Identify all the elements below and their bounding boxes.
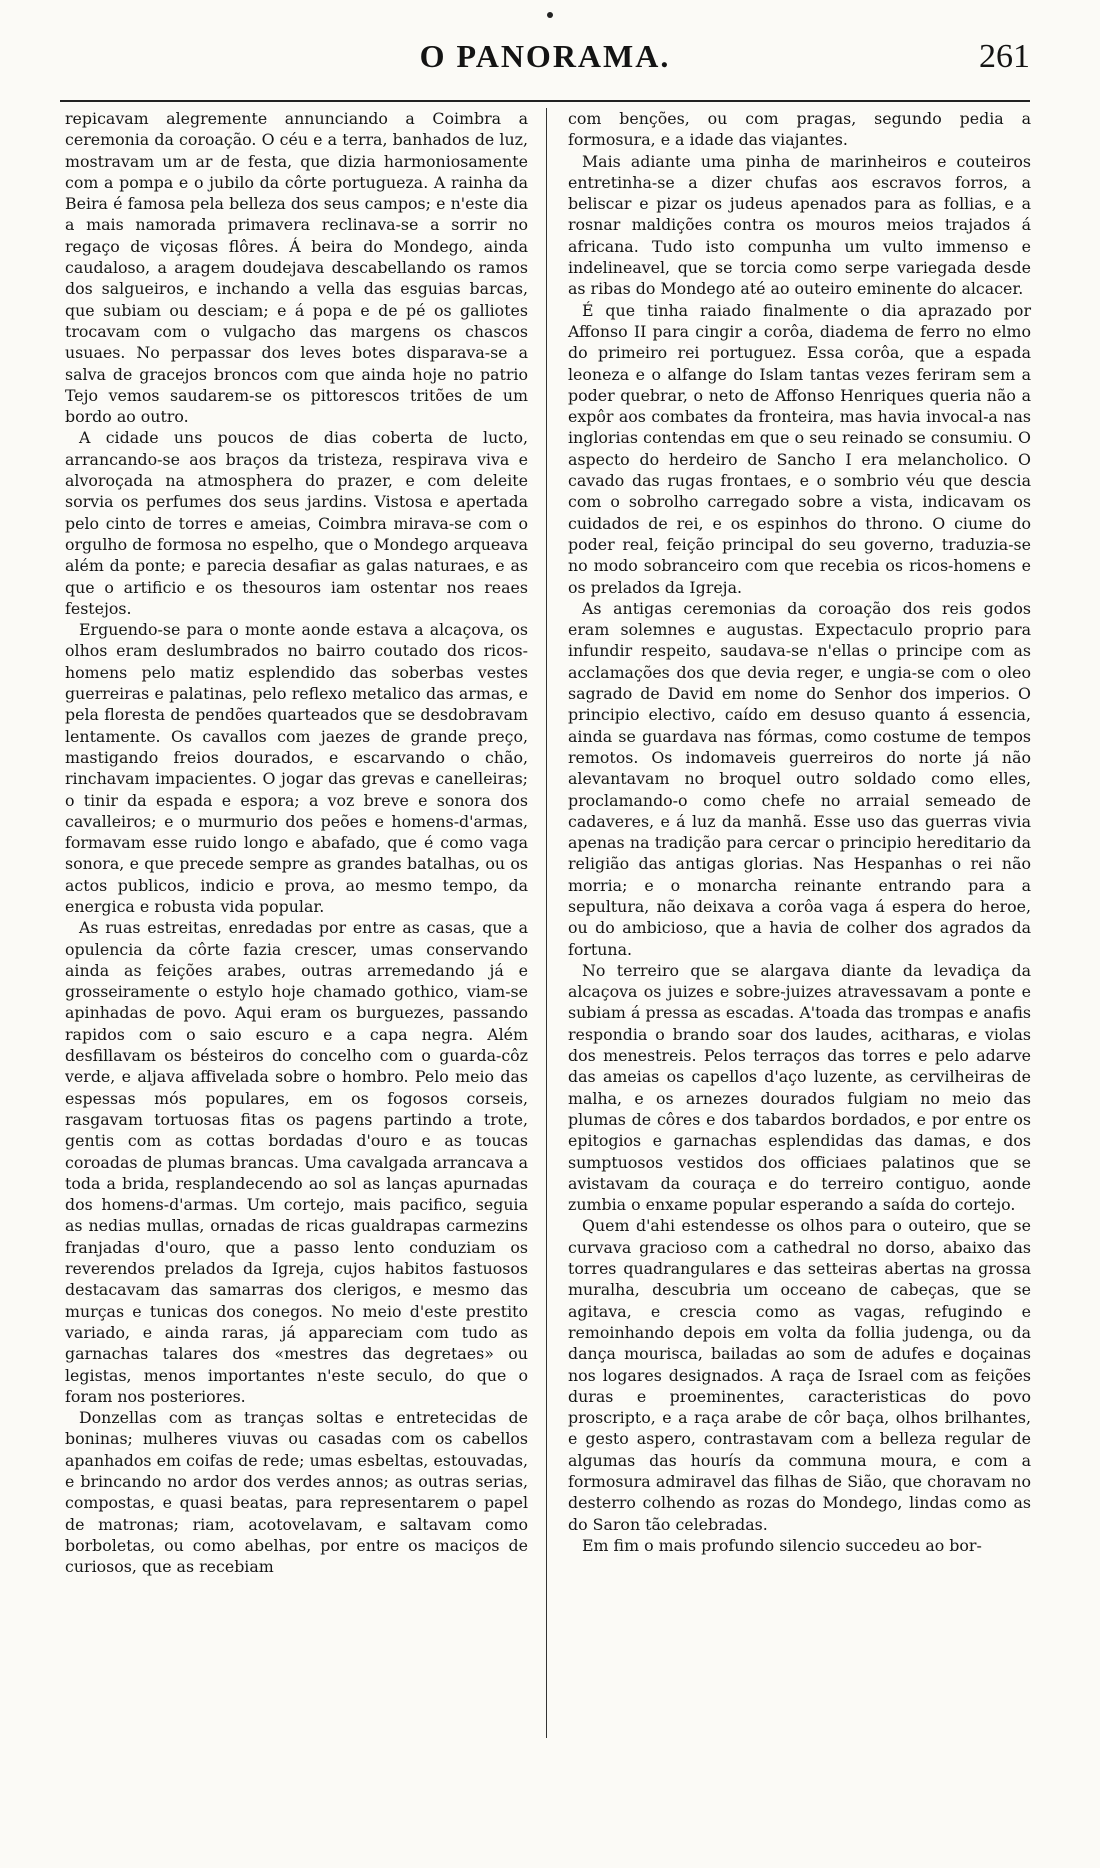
paragraph: As ruas estreitas, enredadas por entre as casas, que a opulencia da côrte fazia crescer, umas conservando ainda as feições arabes, outras arremedando já e grosseiramente o estylo hoje chamado gothico, viam-se apinhadas de povo. Aqui eram os burguezes, passando rapidos com o saio escuro e a capa negra. Além desfillavam os bésteiros do concelho com o guarda-côz verde, e aljava affivelada sobre o hombro. Pelo meio das espessas mós populares, em os fogosos corseis, rasgavam tortuosas fitas os pagens partindo a trote, gentis com as cottas bordadas d'ouro e as toucas coroadas de plumas brancas. Uma cavalgada arrancava a toda a brida, resplandecendo ao sol as lanças apurnadas dos homens-d'armas. Um cortejo, mais pacifico, seguia as nedias mullas, ornadas de ricas gualdrapas carmezins franjadas d'ouro, que a passo lento conduziam os reverendos prelados da Igreja, cujos habitos fastuosos destacavam das samarras dos clerigos, e mesmo das murças e tunicas dos conegos. No meio d'este prestito variado, e ainda raras, já appareciam com tudo as garnachas talares dos «mestres das degretaes» ou legistas, menos importantes n'este seculo, do que o foram nos posteriores.	[65, 918, 528, 1406]
ornament-dot	[547, 12, 553, 18]
paragraph: com benções, ou com pragas, segundo pedia a formosura, e a idade das viajantes.	[568, 109, 1031, 150]
paragraph: As antigas ceremonias da coroação dos reis godos eram solemnes e augustas. Expectaculo proprio para infundir respeito, saudava-se n'ellas o principe com as acclamações dos que devia reger, e ungia-se com o oleo sagrado de David em nome do Senhor dos imperios. O principio electivo, caído em desuso quanto á essencia, ainda se guardava nas fórmas, como costume de tempos remotos. Os indomaveis guerreiros do norte já não alevantavam no broquel outro soldado como elles, proclamando-o como chefe no arraial semeado de cadaveres, e á luz da manhã. Esse uso das guerras vivia apenas na tradição para cercar o principio hereditario da religião das antigas glorias. Nas Hespanhas o rei não morria; e o monarcha reinante entrando para a sepultura, não deixava a corôa vaga á espera do heroe, ou do ambicioso, que a havia de colher dos agrados da fortuna.	[568, 598, 1031, 959]
column-divider	[546, 108, 547, 1738]
header-rule	[60, 100, 1030, 102]
paragraph: A cidade uns poucos de dias coberta de lucto, arrancando-se aos braços da tristeza, respirava viva e alvoroçada na atmosphera do prazer, e com deleite sorvia os perfumes dos seus jardins. Vistosa e apertada pelo cinto de torres e ameias, Coimbra mirava-se com o orgulho de formosa no espelho, que o Mondego arqueava além da ponte; e parecia desafiar as galas naturaes, e as que o artificio e os thesouros iam ostentar nos reaes festejos.	[65, 428, 528, 618]
paragraph: Em fim o mais profundo silencio succedeu ao bor-	[582, 1535, 982, 1555]
paragraph: repicavam alegremente annunciando a Coimbra a ceremonia da coroação. O céu e a terra, banhados de luz, mostravam um ar de festa, que dizia harmoniosamente com a pompa e o jubilo da côrte portugueza. A rainha da Beira é famosa pela belleza dos seus campos; e n'este dia a mais namorada primavera reclinava-se a sorrir no regaço de viçosas flôres. Á beira do Mondego, ainda caudaloso, a aragem doudejava descabellando os ramos dos salgueiros, e inchando a vella das esguias barcas, que subiam ou desciam; e á popa e de pé os galliotes trocavam com o vulgacho das margens os chascos usuaes. No perpassar dos leves botes disparava-se a salva de gracejos broncos com que ainda hoje no patrio Tejo vemos saudarem-se os pittorescos tritões de um bordo ao outro.	[65, 109, 528, 427]
left-column	[65, 108, 528, 1577]
page-number: 261	[979, 38, 1030, 75]
paragraph: Quem d'ahi estendesse os olhos para o outeiro, que se curvava gracioso com a cathedral no dorso, abaixo das torres quadrangulares e das setteiras abertas na grossa muralha, descubria um occeano de cabeças, que se agitava, e crescia como as vagas, refugindo e remoinhando depois em volta da follia judenga, ou da dança mourisca, bailadas ao som de adufes e doçainas nos logares designados. A raça de Israel com as feições duras e proeminentes, caracteristicas do povo proscripto, e a raça arabe de côr baça, olhos brilhantes, e gesto aspero, contrastavam com a belleza regular de algumas das hourís da communa moura, e com a formosura admiravel das filhas de Sião, que choravam no desterro colhendo as rozas do Mondego, lindas como as do Saron tão celebradas.	[568, 1216, 1031, 1534]
page-title: O PANORAMA.	[419, 38, 671, 74]
right-column	[568, 108, 1031, 1556]
page-header	[60, 38, 1030, 88]
paragraph: Mais adiante uma pinha de marinheiros e couteiros entretinha-se a dizer chufas aos escravos forros, a beliscar e pizar os judeus apenados para as follias, e a rosnar maldições contra os mouros meios trajados á africana. Tudo isto compunha um vulto immenso e indelineavel, que se torcia como serpe variegada desde as ribas do Mondego até ao outeiro eminente do alcacer.	[568, 151, 1031, 299]
paragraph: É que tinha raiado finalmente o dia aprazado por Affonso II para cingir a corôa, diadema de ferro no elmo do primeiro rei portuguez. Essa corôa, que a espada leoneza e o alfange do Islam tantas vezes feriram sem a poder quebrar, o neto de Affonso Henriques queria não a expôr aos combates da fronteira, mas havia invocal-a nas inglorias contendas em que o seu reinado se consumiu. O aspecto do herdeiro de Sancho I era melancholico. O cavado das rugas frontaes, e o sombrio véu que descia com o sobrolho carregado sobre a vista, indicavam os cuidados de rei, e os espinhos do throno. O ciume do poder real, feição principal do seu governo, traduzia-se no modo sobranceiro com que recebia os ricos-homens e os prelados da Igreja.	[568, 300, 1031, 597]
paragraph: No terreiro que se alargava diante da levadiça da alcaçova os juizes e sobre-juizes atravessavam a ponte e subiam á pressa as escadas. A'toada das trompas e anafis respondia o brando soar dos laudes, acitharas, e violas dos menestreis. Pelos terraços das torres e pelo adarve das ameias os capellos d'aço luzente, as cervilheiras de malha, e os arnezes dourados fulgiam no meio das plumas de côres e dos tabardos bordados, e por entre os epitogios e garnachas esplendidas das damas, e dos sumptuosos vestidos dos officiaes palatinos que se avistavam da couraça e do terreiro contiguo, aonde zumbia o enxame popular esperando a saída do cortejo.	[568, 960, 1031, 1215]
paragraph: Erguendo-se para o monte aonde estava a alcaçova, os olhos eram deslumbrados no bairro coutado dos ricos-homens pelo matiz esplendido das soberbas vestes guerreiras e palatinas, pelo reflexo metalico das armas, e pela floresta de pendões quarteados que se desdobravam lentamente. Os cavallos com jaezes de grande preço, mastigando freios dourados, e escarvando o chão, rinchavam impacientes. O jogar das grevas e canelleiras; o tinir da espada e espora; a voz breve e sonora dos cavalleiros; e o murmurio dos peões e homens-d'armas, formavam esse ruido longo e abafado, que é como vaga sonora, e que precede sempre as grandes batalhas, ou os actos publicos, indicio e prova, ao mesmo tempo, da energica e robusta vida popular.	[65, 620, 528, 916]
paragraph: Donzellas com as tranças soltas e entretecidas de boninas; mulheres viuvas ou casadas com os cabellos apanhados em coifas de rede; umas esbeltas, estouvadas, e brincando no ardor dos verdes annos; as outras serias, compostas, e quasi beatas, para representarem o papel de matronas; riam, acotovelavam, e saltavam como borboletas, ou como abelhas, por entre os maciços de curiosos, que as recebiam	[65, 1408, 528, 1577]
